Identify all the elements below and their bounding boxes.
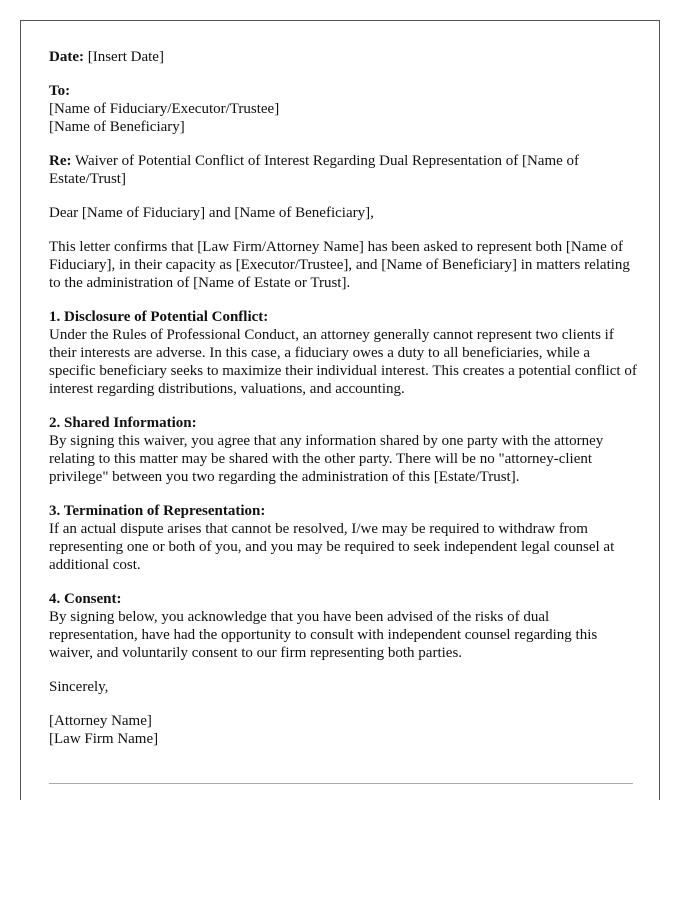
letter-body [49, 48, 637, 764]
section-heading: 1. Disclosure of Potential Conflict: [49, 309, 269, 325]
footer-divider [49, 783, 633, 784]
date-label: Date: [49, 49, 84, 65]
section-heading: 3. Termination of Representation: [49, 503, 266, 519]
section-body: If an actual dispute arises that cannot be resolved, I/we may be required to withdraw from representing one or both of you, and you may be required to seek independent legal counsel at additional cost. [49, 521, 615, 573]
to-label: To: [49, 83, 71, 99]
recipient-beneficiary: [Name of Beneficiary] [49, 119, 185, 135]
date-line [49, 48, 637, 66]
subject-text: Waiver of Potential Conflict of Interest Regarding Dual Representation of [Name of Estate/Trust] [49, 153, 580, 187]
section-consent [49, 590, 637, 662]
section-shared-information [49, 414, 637, 486]
section-body: By signing below, you acknowledge that you have been advised of the risks of dual representation, have had the opportunity to consult with independent counsel regarding this waiver, and voluntarily consent to our firm representing both parties. [49, 609, 598, 661]
closing: Sincerely, [49, 679, 109, 695]
date-value: [Insert Date] [87, 49, 164, 65]
signature-firm: [Law Firm Name] [49, 731, 159, 747]
section-termination [49, 502, 637, 574]
letter-page [20, 20, 660, 800]
intro-paragraph: This letter confirms that [Law Firm/Attorney Name] has been asked to represent both [Name of Fiduciary], in their capacity as [Executor/Trustee], and [Name of Beneficiary] in matters relating to the administration of [Name of Estate or Trust]. [49, 239, 630, 291]
recipient-block [49, 82, 637, 136]
recipient-fiduciary: [Name of Fiduciary/Executor/Trustee] [49, 101, 280, 117]
section-heading: 2. Shared Information: [49, 415, 197, 431]
section-body: Under the Rules of Professional Conduct, an attorney generally cannot represent two clients if their interests are adverse. In this case, a fiduciary owes a duty to all beneficiaries, while a specific beneficiary seeks to maximize their individual interest. This creates a potential conflict of interest regarding distributions, valuations, and accounting. [49, 327, 637, 397]
salutation: Dear [Name of Fiduciary] and [Name of Beneficiary], [49, 205, 374, 221]
signature-attorney: [Attorney Name] [49, 713, 152, 729]
signature-block [49, 712, 637, 748]
subject-line [49, 152, 637, 188]
section-body: By signing this waiver, you agree that any information shared by one party with the attorney relating to this matter may be shared with the other party. There will be no "attorney-client privilege" between you two regarding the administration of this [Estate/Trust]. [49, 433, 604, 485]
re-label: Re: [49, 153, 72, 169]
section-disclosure [49, 308, 637, 398]
section-heading: 4. Consent: [49, 591, 122, 607]
